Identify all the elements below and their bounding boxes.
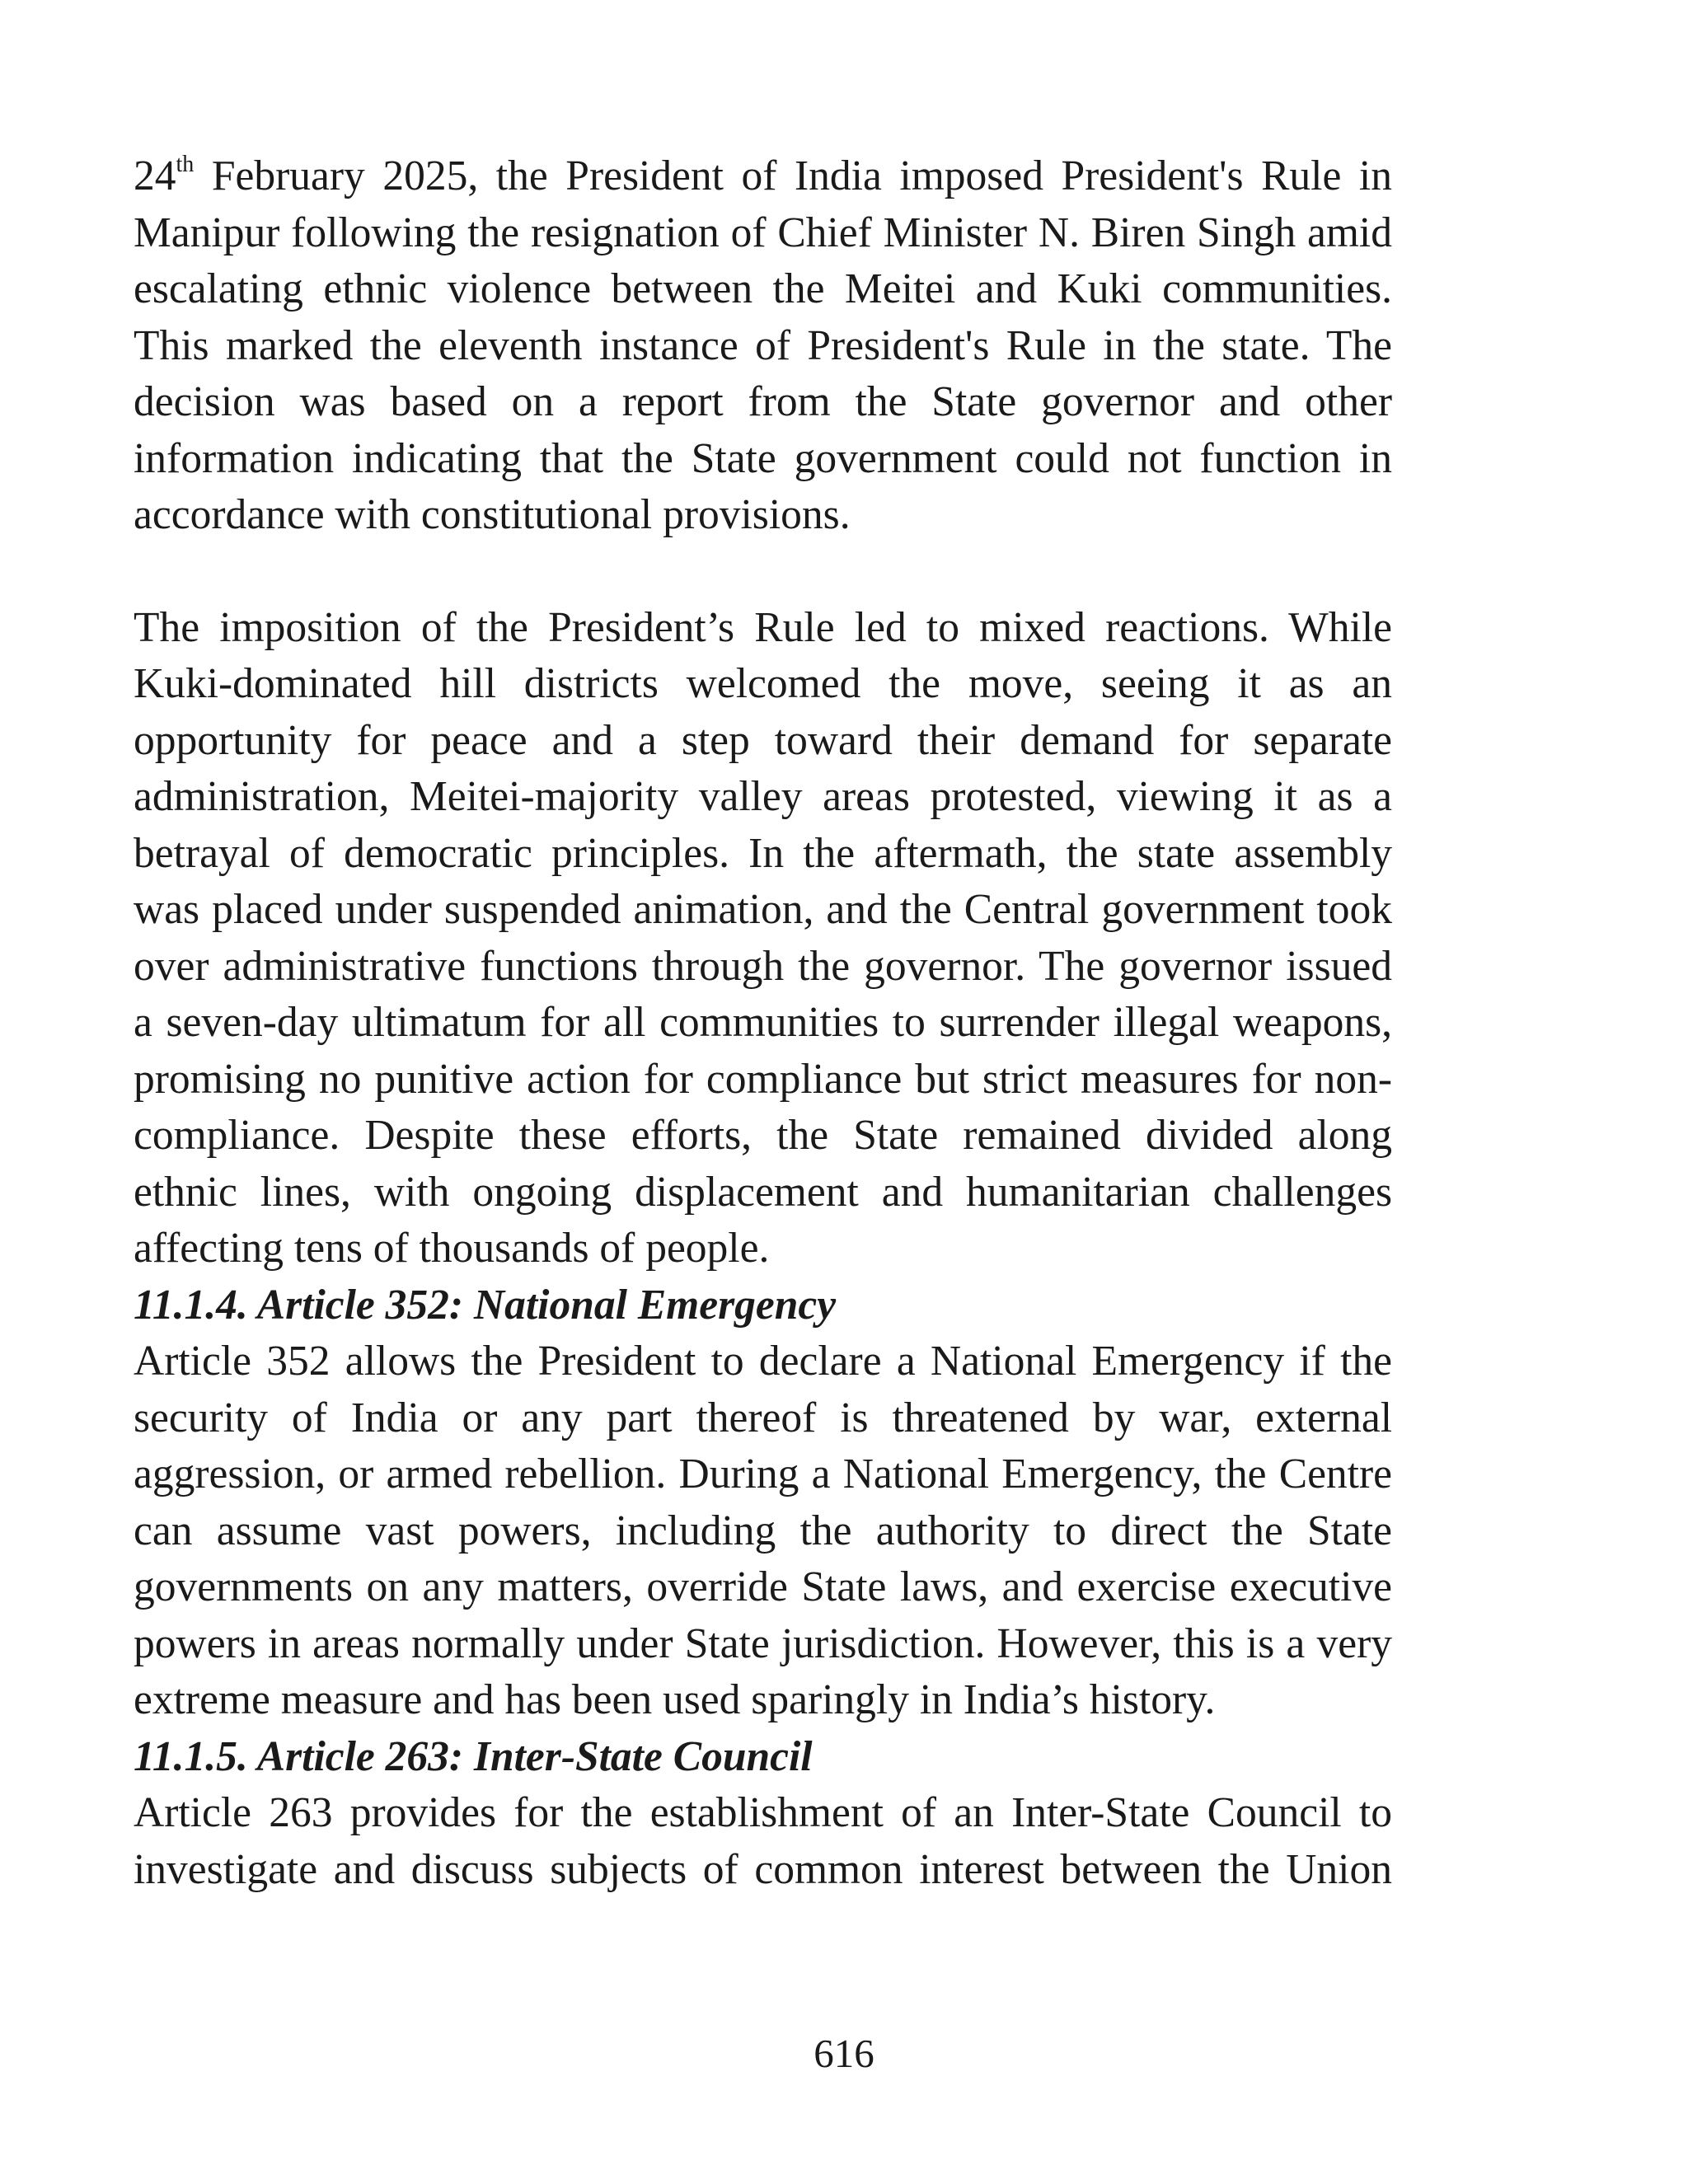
date-day: 24 [134,152,176,199]
paragraph-article-263: Article 263 provides for the establishment of an Inter-State Council to investigate and discuss subjects of common interest between the Union [134,1789,1392,1893]
section-heading-article-263: 11.1.5. Article 263: Inter-State Council [134,1732,813,1780]
section-heading-article-352: 11.1.4. Article 352: National Emergency [134,1281,837,1329]
date-ordinal-suffix: th [176,151,195,177]
page-number: 616 [814,2031,874,2076]
page-body [134,148,1392,1898]
paragraph-text: February 2025, the President of India imposed President's Rule in Manipur following the resignation of Chief Minister N. Biren Singh amid escalating ethnic violence between the Meitei and Kuki communities. This marked the eleventh instance of President's Rule in the state. The decision was based on a report from the State governor and other information indicating that the State government could not function in accordance with constitutional provisions. [134,152,1392,538]
paragraph-article-352: Article 352 allows the President to declare a National Emergency if the security of India or any part thereof is threatened by war, external aggression, or armed rebellion. During a National Emergency, the Centre can assume vast powers, including the authority to direct the State governments on any matters, override State laws, and exercise executive powers in areas normally under State jurisdiction. However, this is a very extreme measure and has been used sparingly in India’s history. [134,1338,1392,1723]
paragraph-reactions: The imposition of the President’s Rule led to mixed reactions. While Kuki-dominated hill districts welcomed the move, seeing it as an opportunity for peace and a step toward their demand for separate administration, Meitei-majority valley areas protested, viewing it as a betrayal of democratic principles. In the aftermath, the state assembly was placed under suspended animation, and the Central government took over administrative functions through the governor. The governor issued a seven-day ultimatum for all communities to surrender illegal weapons, promising no punitive action for compliance but strict measures for non-compliance. Despite these efforts, the State remained divided along ethnic lines, with ongoing displacement and humanitarian challenges affecting tens of thousands of people. [134,603,1392,1272]
paragraph-presidents-rule-imposition [134,148,1392,544]
